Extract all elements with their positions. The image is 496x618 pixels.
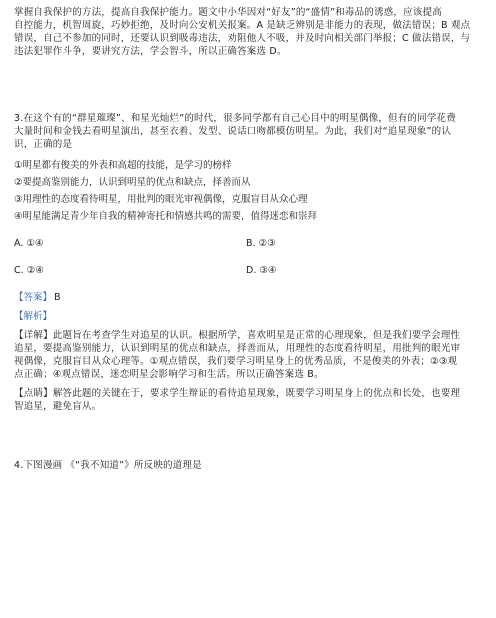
option-b: B. ②③ (246, 238, 276, 249)
tip-text: 解答此题的关键在于，要求学生辩证的看待追星现象，既要学习明星身上的优点和长处，也要理 (52, 388, 461, 399)
question-3-stem (14, 112, 482, 151)
statement-4: ④明星能满足青少年自我的精神寄托和情感共鸣的需要，值得迷恋和崇拜 (14, 211, 318, 222)
tip-paragraph (14, 387, 482, 413)
spacer (14, 419, 482, 439)
intro-line: 自控能力，机智周旋，巧妙拒绝，及时向公安机关报案。A 是缺乏辨别是非能力的表现，做法错误；B 观点 (14, 20, 471, 31)
answer-row (14, 291, 482, 304)
statement-2: ②要提高鉴别能力，认识到明星的优点和缺点，择善而从 (14, 177, 251, 188)
intro-line: 错误，自己不参加的同时，还要认识到吸毒违法，劝阻他人不吸，并及时向相关部门举报；C 做法错误，与 (14, 33, 471, 44)
option-a: A. ①④ (14, 238, 44, 249)
stem-line: 3.在这个有的“群星璀璨”、和星光灿烂”的时代，很多同学都有自己心目中的明星偶像，但有的同学花费 (14, 113, 456, 124)
stem-line: 4.下图漫画 《“我不知道”》所反映的道理是 (14, 460, 202, 471)
spacer (14, 439, 482, 459)
answer-tag: 【答案】 (14, 292, 53, 303)
detail-paragraph (14, 329, 482, 381)
intro-paragraph (14, 6, 482, 58)
detail-line: 追星，要提高鉴别能力，认识到明星的优点和缺点，择善而从，用理性的态度看待明星，用批判的眼光审 (14, 343, 461, 354)
answer-value: B (54, 292, 61, 303)
detail-label: 【详解】 (14, 330, 53, 341)
statement-1: ①明星都有俊美的外表和高超的技能，是学习的榜样 (14, 160, 232, 171)
statement-3: ③用理性的态度看待明星，用批判的眼光审视偶像，克服盲目从众心理 (14, 194, 308, 205)
stem-line: 大量时间和金钱去看明星演出，甚至衣着、发型、说话口吻都模仿明星。为此，我们对“追星现象”的认 (14, 126, 452, 137)
spacer (14, 58, 482, 112)
detail-line (14, 329, 482, 342)
analysis-row (14, 310, 482, 323)
detail-line: 视偶像，克服盲目从众心理等。①观点错误，我们要学习明星身上的优秀品质，不是俊美的外表；②③观 (14, 356, 458, 367)
option-grid (14, 237, 482, 277)
tip-line: 智追星，避免盲从。 (14, 401, 102, 412)
option-c: C. ②④ (14, 265, 44, 276)
analysis-tag: 【解析】 (14, 311, 53, 322)
statement-list (14, 157, 482, 225)
intro-line: 掌握自我保护的方法，提高自我保护能力。题文中小华因对“好友”的“盛情”和毒品的诱惑，应该提高 (14, 7, 442, 18)
tip-label: 【点睛】 (14, 388, 53, 399)
tip-line (14, 387, 482, 400)
option-d: D. ③④ (246, 265, 277, 276)
detail-line: 点正确；④观点错误，迷恋明星会影响学习和生活。所以正确答案选 B。 (14, 369, 324, 380)
intro-line: 违法犯罪作斗争，要讲究方法，学会智斗，所以正确答案选 D。 (14, 46, 287, 57)
question-4-stem (14, 459, 482, 472)
detail-text: 此题旨在考查学生对追星的认识。根据所学，喜欢明星是正常的心理现象，但是我们要学会理性 (52, 330, 461, 341)
stem-line: 识，正确的是 (14, 139, 73, 150)
